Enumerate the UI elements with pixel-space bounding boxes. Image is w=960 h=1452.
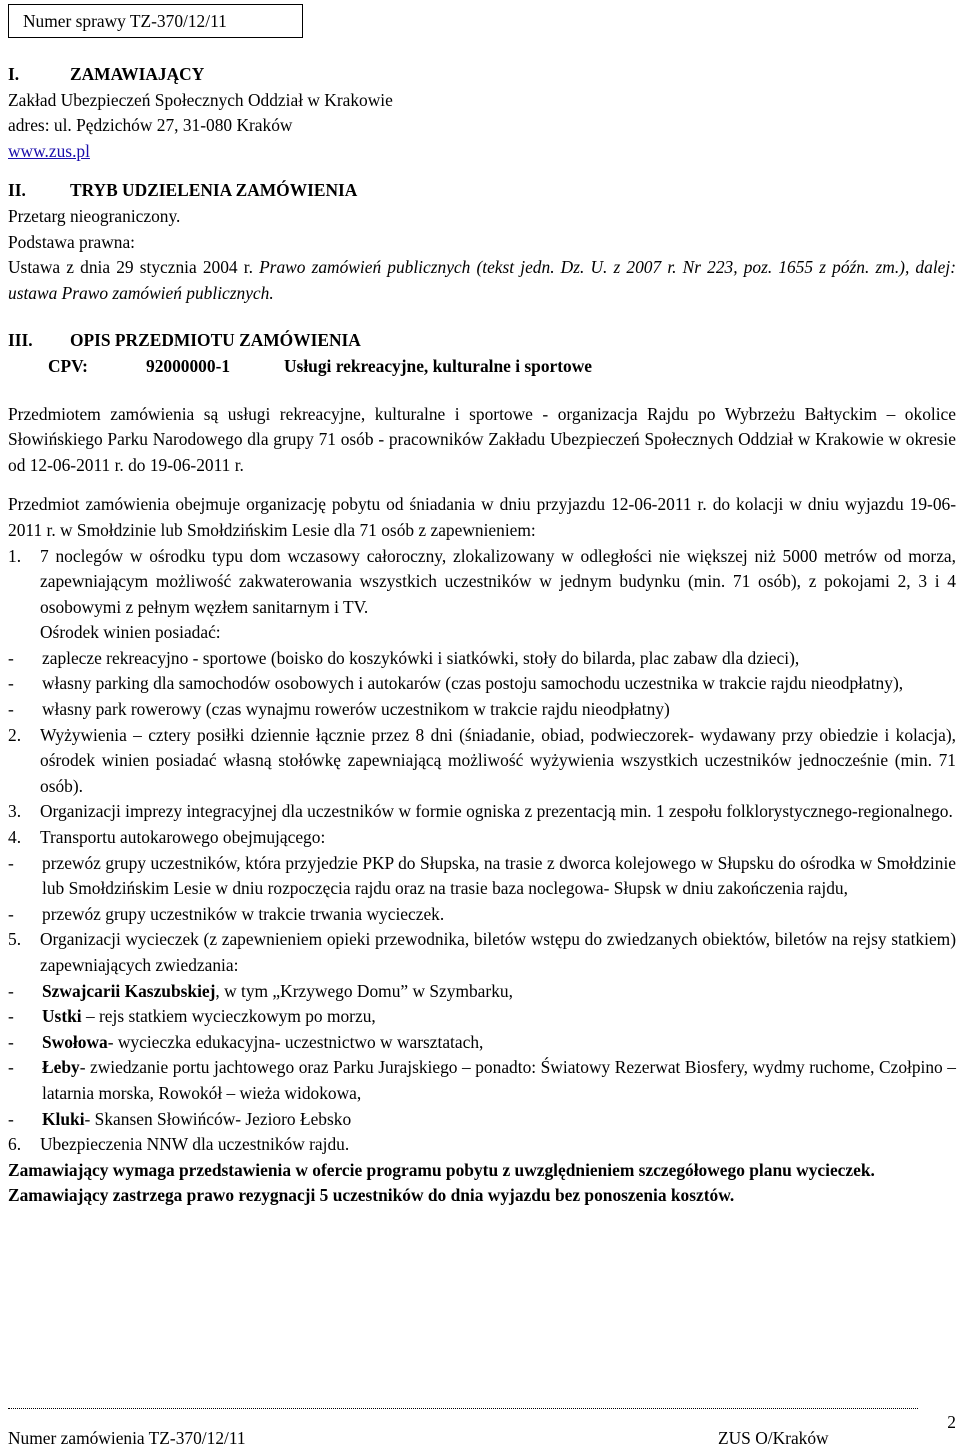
cpv-code: 92000000-1 xyxy=(146,355,231,376)
list-item-4-text: Transportu autokarowego obejmującego: xyxy=(40,827,326,848)
cpv-line xyxy=(8,354,956,380)
document-body xyxy=(8,62,956,1209)
list-item-2-text: Wyżywienia – cztery posiłki dziennie łącznie przez 8 dni (śniadanie, obiad, podwieczorek- wydawany przy obiedzie i kolacja), ośrodek winien posiadać własną stołówkę zapewniającą możliwość wyżywienia wszystkich uczestników jednocześnie (min. 71 osób). xyxy=(40,724,956,796)
section-3-number: III. xyxy=(8,330,33,351)
list-item-5-text: Organizacji wycieczek (z zapewnieniem opieki przewodnika, biletów wstępu do zwiedzanych obiektów, biletów na rejsy statkiem) zapewniających zwiedzania: xyxy=(40,929,956,975)
list-item-2 xyxy=(8,723,956,800)
section-1-heading xyxy=(8,62,956,88)
list-item-6-text: Ubezpieczenia NNW dla uczestników rajdu. xyxy=(40,1134,350,1155)
trip-item-4-place: Łeby xyxy=(42,1057,80,1078)
section-1-number: I. xyxy=(8,64,20,84)
cpv-label: CPV: xyxy=(48,355,88,376)
trip-item-2-text: – rejs statkiem wycieczkowym po morzu, xyxy=(81,1006,376,1027)
facility-requirement-1-text: zaplecze rekreacyjno - sportowe (boisko do koszykówki i siatkówki, stoły do bilarda, plac zabaw dla dzieci), xyxy=(42,647,800,668)
section-2-heading xyxy=(8,178,956,204)
section-3-heading xyxy=(8,328,956,354)
cpv-description: Usługi rekreacyjne, kulturalne i sportowe xyxy=(284,355,593,376)
footer-divider xyxy=(8,1408,918,1409)
list-item-6-number: 6. xyxy=(8,1134,22,1155)
list-item-1-text: 7 noclegów w ośrodku typu dom wczasowy całoroczny, zlokalizowany w odległości nie większej niż 5000 metrów od morza, zapewniającym możliwość zakwaterowania wszystkich uczestników w jednym budynku (min. 71 osób), z pokojami 2, 3 i 4 osobowymi z pełnym węzłem sanitarnym i TV. xyxy=(40,545,956,617)
trip-item-4: - Łeby- zwiedzanie portu jachtowego oraz Parku Jurajskiego – ponadto: Światowy Rezerwat Biosfery, wydmy ruchome, Czołpino – latarnia morska, Rowokół – wieża widokowa, xyxy=(8,1057,956,1103)
list-item-3-text: Organizacji imprezy integracyjnej dla uczestników w formie ogniska z prezentacją min. 1 zespołu folklorystycznego-regionalnego. xyxy=(40,801,953,822)
facility-requirement-3: - własny park rowerowy (czas wynajmu rowerów uczestnikom w trakcie rajdu nieodpłatny) xyxy=(8,697,956,723)
facility-requirement-2: - własny parking dla samochodów osobowych i autokarów (czas postoju samochodu uczestnika w trakcie rajdu nieodpłatny), xyxy=(8,671,956,697)
trip-item-4-text: - zwiedzanie portu jachtowego oraz Parku Jurajskiego – ponadto: Światowy Rezerwat Biosfery, wydmy ruchome, Czołpino – latarnia morska, Rowokół – wieża widokowa, xyxy=(42,1057,956,1103)
section-3-title: OPIS PRZEDMIOTU ZAMÓWIENIA xyxy=(70,330,361,351)
trip-item-3-place: Swołowa xyxy=(42,1031,108,1052)
list-item-3 xyxy=(8,799,956,825)
trip-item-5-place: Kluki xyxy=(42,1108,85,1129)
facility-requirement-3-text: własny park rowerowy (czas wynajmu rowerów uczestnikom w trakcie rajdu nieodpłatny) xyxy=(42,699,670,720)
footer-office: ZUS O/Kraków xyxy=(718,1428,829,1448)
trip-item-2-place: Ustki xyxy=(42,1006,82,1027)
trip-item-2: - Ustki – rejs statkiem wycieczkowym po morzu, xyxy=(8,1006,376,1027)
orderer-address: adres: ul. Pędzichów 27, 31-080 Kraków xyxy=(8,115,293,136)
trip-item-3: - Swołowa- wycieczka edukacyjna- uczestnictwo w warsztatach, xyxy=(8,1031,484,1052)
procedure-type: Przetarg nieograniczony. xyxy=(8,205,181,226)
trip-item-3-text: - wycieczka edukacyjna- uczestnictwo w warsztatach, xyxy=(107,1031,484,1052)
subject-paragraph-2: Przedmiot zamówienia obejmuje organizację pobytu od śniadania w dniu przyjazdu 12-06-2011 r. do kolacji w dniu wyjazdu 19-06-2011 r. w Smołdzinie lub Smołdzińskim Lesie dla 71 osób z zapewnieniem: xyxy=(8,494,956,540)
orderer-name: Zakład Ubezpieczeń Społecznych Oddział w Krakowie xyxy=(8,89,393,110)
trip-item-5: - Kluki- Skansen Słowińców- Jezioro Łebsko xyxy=(8,1108,352,1129)
section-2-number: II. xyxy=(8,180,26,201)
subject-paragraph-1: Przedmiotem zamówienia są usługi rekreacyjne, kulturalne i sportowe - organizacja Rajdu po Wybrzeżu Bałtyckim – okolice Słowińskiego Parku Narodowego dla grupy 71 osób - pracowników Zakładu Ubezpieczeń Społecznych Oddział w Krakowie w okresie od 12-06-2011 r. do 19-06-2011 r. xyxy=(8,403,956,475)
trip-item-1-place: Szwajcarii Kaszubskiej xyxy=(42,980,216,1001)
transport-item-2-text: przewóz grupy uczestników w trakcie trwania wycieczek. xyxy=(42,903,445,924)
list-item-1 xyxy=(8,544,956,621)
legal-basis-text xyxy=(8,255,956,306)
list-item-3-number: 3. xyxy=(8,801,22,822)
transport-item-2: - przewóz grupy uczestników w trakcie trwania wycieczek. xyxy=(8,902,956,928)
facility-requirement-2-text: własny parking dla samochodów osobowych i autokarów (czas postoju samochodu uczestnika w trakcie rajdu nieodpłatny), xyxy=(42,673,904,694)
orderer-website-link[interactable]: www.zus.pl xyxy=(8,140,90,161)
section-2-title: TRYB UDZIELENIA ZAMÓWIENIA xyxy=(70,180,358,201)
trip-item-5-text: - Skansen Słowińców- Jezioro Łebsko xyxy=(84,1108,352,1129)
closing-requirement: Zamawiający wymaga przedstawienia w ofercie programu pobytu z uwzględnieniem szczegółowego planu wycieczek. xyxy=(8,1159,875,1180)
trip-item-1-text: , w tym „Krzywego Domu” w Szymbarku, xyxy=(215,980,513,1001)
list-item-5 xyxy=(8,927,956,978)
transport-item-1: - przewóz grupy uczestników, która przyjedzie PKP do Słupska, na trasie z dworca kolejowego w Słupsku do ośrodka w Smołdzinie lub Smołdzińskim Lesie w dniu rozpoczęcia rajdu oraz na trasie baza noclegowa- Słupsk w dniu zakończenia rajdu, xyxy=(8,851,956,902)
transport-item-1-text: przewóz grupy uczestników, która przyjedzie PKP do Słupska, na trasie z dworca kolejowego w Słupsku do ośrodka w Smołdzinie lub Smołdzińskim Lesie w dniu rozpoczęcia rajdu oraz na trasie baza noclegowa- Słupsk w dniu zakończenia rajdu, xyxy=(42,852,956,899)
trip-item-1: - Szwajcarii Kaszubskiej, w tym „Krzywego Domu” w Szymbarku, xyxy=(8,980,513,1001)
legal-basis-label: Podstawa prawna: xyxy=(8,231,136,252)
legal-basis-start: Ustawa z dnia 29 stycznia 2004 r. xyxy=(8,257,260,278)
case-number-box xyxy=(8,4,303,38)
list-item-6 xyxy=(8,1132,956,1158)
list-item-2-number: 2. xyxy=(8,724,22,745)
footer-order-number: Numer zamówienia TZ-370/12/11 xyxy=(8,1428,246,1448)
section-1-title: ZAMAWIAJĄCY xyxy=(70,64,205,84)
list-item-4 xyxy=(8,825,956,851)
page-number: 2 xyxy=(947,1412,956,1432)
facility-requirement-1: - zaplecze rekreacyjno - sportowe (boisko do koszykówki i siatkówki, stoły do bilarda, plac zabaw dla dzieci), xyxy=(8,646,956,672)
list-item-1-number: 1. xyxy=(8,545,22,566)
case-number: Numer sprawy TZ-370/12/11 xyxy=(23,11,227,31)
list-item-4-number: 4. xyxy=(8,827,22,848)
facility-requirements-label: Ośrodek winien posiadać: xyxy=(40,622,221,643)
closing-reservation: Zamawiający zastrzega prawo rezygnacji 5 uczestników do dnia wyjazdu bez ponoszenia kosztów. xyxy=(8,1185,735,1206)
list-item-5-number: 5. xyxy=(8,929,22,950)
legal-basis-italic: Prawo zamówień publicznych (tekst jedn. Dz. U. z 2007 r. Nr 223, poz. 1655 z późn. zm.), dalej: ustawa Prawo zamówień publicznych. xyxy=(8,257,956,303)
